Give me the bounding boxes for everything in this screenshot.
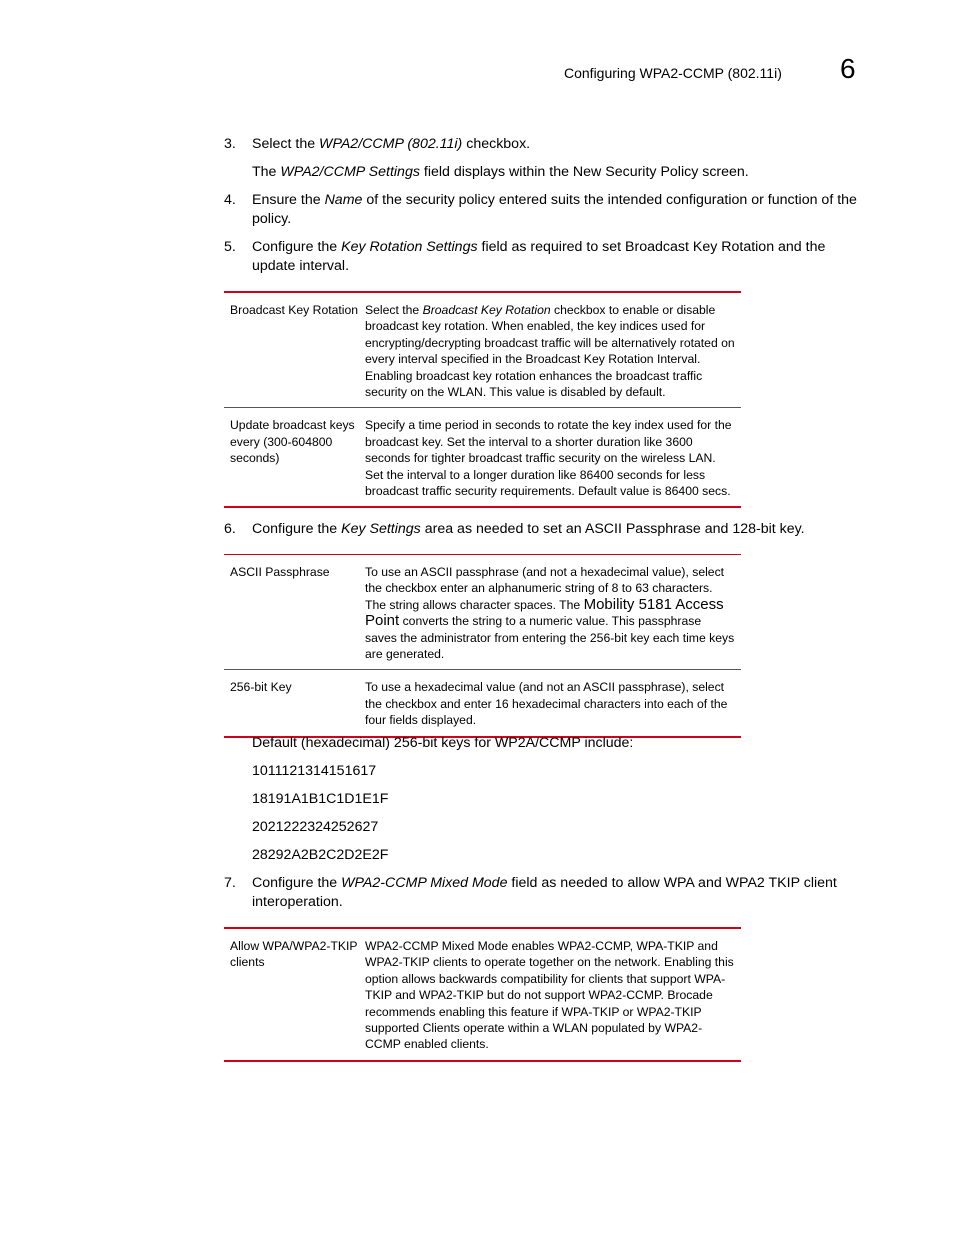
field-label: ASCII Passphrase [230, 565, 330, 579]
default-key: 1011121314151617 [252, 763, 377, 779]
step-number: 3. [224, 136, 236, 152]
step-text: Select the WPA2/CCMP (802.11i) checkbox. [252, 136, 531, 152]
table-row [224, 929, 741, 1060]
default-key: 2021222324252627 [252, 819, 379, 835]
chapter-number: 6 [840, 53, 856, 84]
field-label: Update broadcast keys every (300-604800 seconds) [230, 418, 355, 466]
step-number: 5. [224, 239, 236, 255]
step-number: 4. [224, 192, 236, 208]
step-3 [224, 135, 869, 154]
key-rotation-table [224, 291, 741, 508]
table-row [224, 407, 741, 506]
field-description: To use an ASCII passphrase (and not a hexadecimal value), select the checkbox enter an alphanumeric string of 8 to 63 characters. The string allows character spaces. The Mobility 5181 Access Point converts the string to a numeric value. This passphrase saves the administrator from entering the 256-bit key each time keys are generated. [365, 565, 735, 662]
step-4 [224, 191, 869, 229]
field-label: 256-bit Key [230, 680, 292, 695]
step-6 [224, 520, 869, 539]
field-description: To use a hexadecimal value (and not an ASCII passphrase), select the checkbox and enter 16 hexadecimal characters into each of the four fields displayed. [365, 680, 728, 728]
step-text: Configure the Key Rotation Settings field as required to set Broadcast Key Rotation and the update interval. [252, 239, 826, 274]
default-key: 28292A2B2C2D2E2F [252, 847, 389, 863]
step-number: 7. [224, 875, 236, 891]
step-7 [224, 874, 869, 912]
step-5 [224, 238, 869, 276]
default-key: 18191A1B1C1D1E1F [252, 791, 389, 807]
field-description: Select the Broadcast Key Rotation checkbox to enable or disable broadcast key rotation. When enabled, the key indices used for encrypting/decrypting broadcast traffic will be alternatively rotated on every interval specified in the Broadcast Key Rotation Interval. Enabling broadcast key rotation enhances the broadcast traffic security on the WLAN. This value is disabled by default. [365, 303, 735, 400]
step-text: Configure the WPA2-CCMP Mixed Mode field as needed to allow WPA and WPA2 TKIP client interoperation. [252, 875, 837, 910]
table-row [224, 293, 741, 407]
default-keys-intro: Default (hexadecimal) 256-bit keys for WP2A/CCMP include: [252, 735, 634, 751]
step-text: Ensure the Name of the security policy entered suits the intended configuration or function of the policy. [252, 192, 857, 227]
table-row [224, 669, 741, 735]
running-header-title: Configuring WPA2-CCMP (802.11i) [564, 65, 782, 81]
field-description: Specify a time period in seconds to rotate the key index used for the broadcast key. Set the interval to a shorter duration like 3600 seconds for tighter broadcast traffic security on the wireless LAN. Set the interval to a longer duration like 86400 seconds for less broadcast traffic security requirements. Default value is 86400 secs. [365, 418, 732, 499]
step-text: Configure the Key Settings area as needed to set an ASCII Passphrase and 128-bit key. [252, 521, 805, 537]
field-label: Allow WPA/WPA2-TKIP clients [230, 939, 358, 970]
step-number: 6. [224, 521, 236, 537]
step-3-note: The WPA2/CCMP Settings field displays within the New Security Policy screen. [252, 164, 749, 180]
mixed-mode-table [224, 927, 741, 1062]
field-label: Broadcast Key Rotation [230, 303, 359, 317]
table-row [224, 555, 741, 669]
key-settings-table [224, 554, 741, 738]
field-description: WPA2-CCMP Mixed Mode enables WPA2-CCMP, WPA-TKIP and WPA2-TKIP clients to operate together on the network. Enabling this option allows backwards compatibility for clients that support WPA-TKIP and WPA2-TKIP but do not support WPA2-CCMP. Brocade recommends enabling this feature if WPA-TKIP or WPA2-TKIP supported Clients operate within a WLAN populated by WPA2-CCMP enabled clients. [365, 939, 734, 1052]
